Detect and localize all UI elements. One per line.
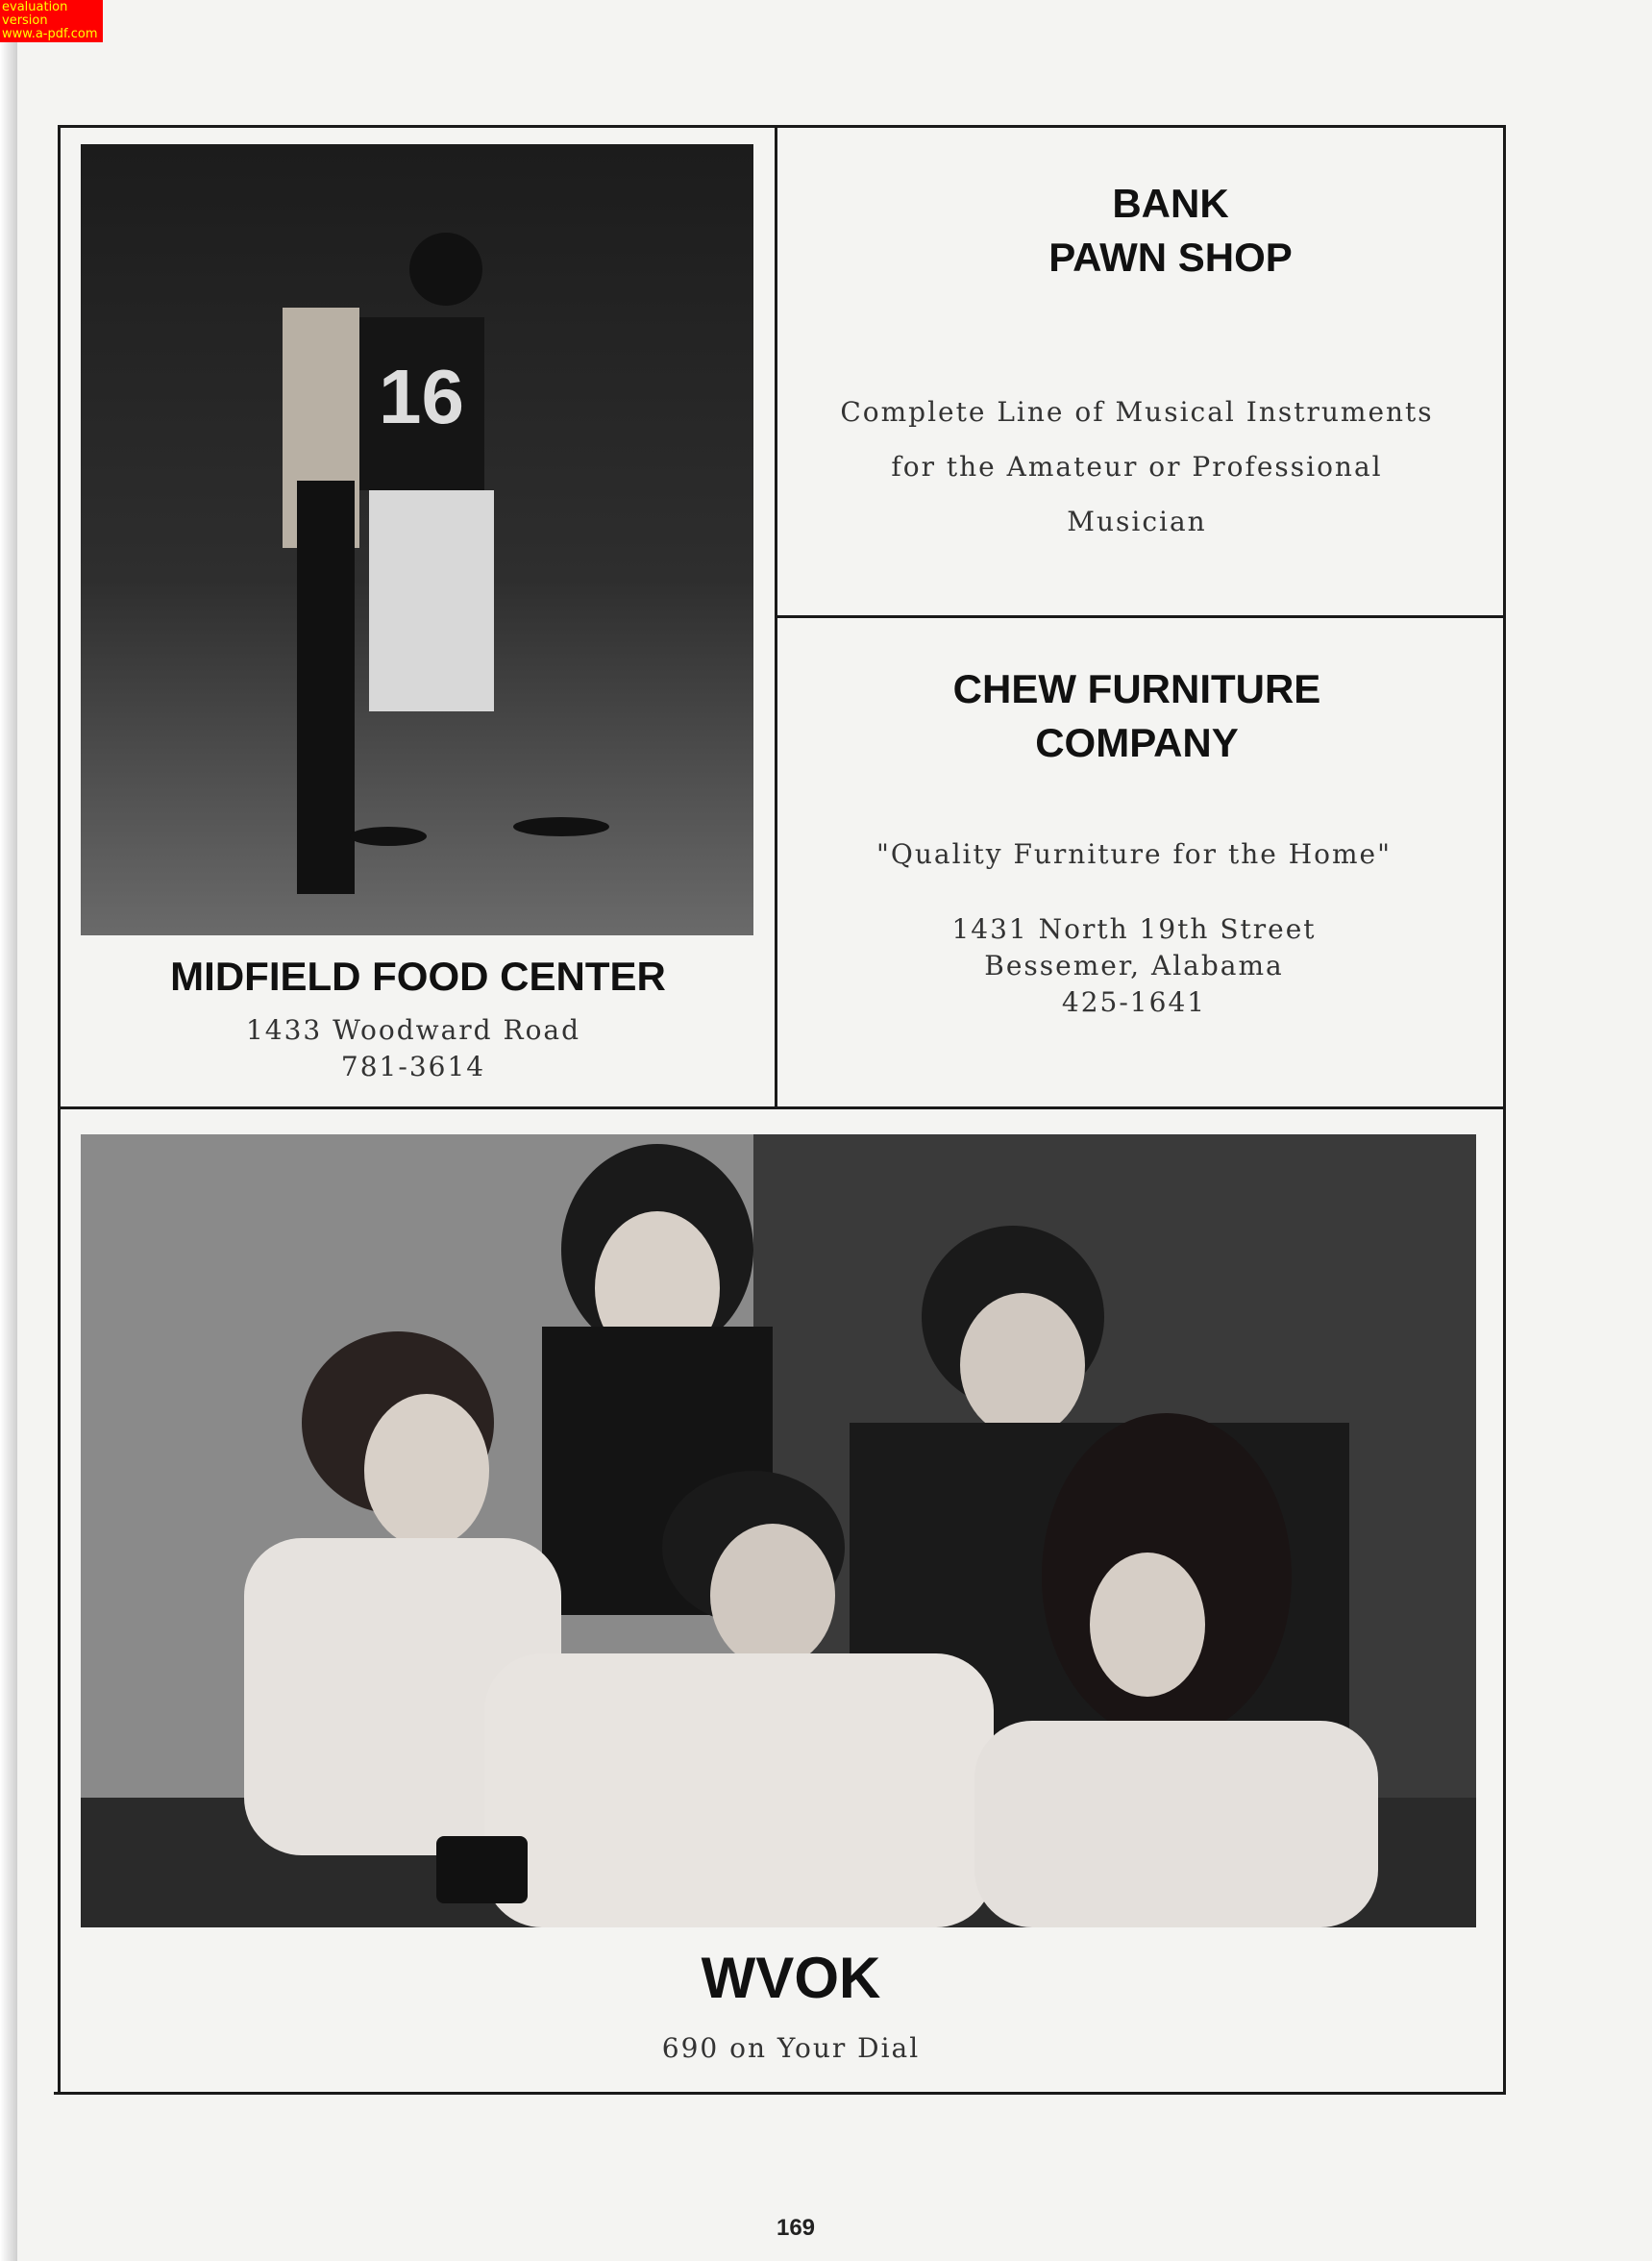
ad-line: Musician xyxy=(1067,506,1207,537)
wvok-name: WVOK xyxy=(701,1946,881,2010)
ad-line: 425-1641 xyxy=(1061,986,1207,1018)
border-top xyxy=(58,125,1506,128)
ad-title: PAWN SHOP xyxy=(1048,235,1293,280)
midfield-name: MIDFIELD FOOD CENTER xyxy=(170,954,666,999)
ad-title: COMPANY xyxy=(1035,720,1239,765)
bank-name xyxy=(1048,177,1293,285)
border-left xyxy=(58,125,61,2094)
students-photo xyxy=(81,1134,1476,1927)
wvok-slogan: 690 on Your Dial xyxy=(661,2032,921,2064)
ad-line: for the Amateur or Professional xyxy=(891,451,1383,483)
football-photo xyxy=(81,144,753,935)
divider-right xyxy=(775,615,1506,618)
transistor-radio xyxy=(436,1836,528,1903)
border-bottom xyxy=(54,2092,1506,2095)
watermark-line: www.a-pdf.com xyxy=(2,27,98,41)
divider-horizontal xyxy=(58,1106,1506,1109)
ad-title: CHEW FURNITURE xyxy=(952,666,1321,711)
svg-text:16: 16 xyxy=(379,354,464,439)
ad-line: 1433 Woodward Road xyxy=(245,1014,581,1046)
border-right xyxy=(1503,125,1506,2094)
chew-address xyxy=(951,911,1316,1021)
player-pants xyxy=(369,490,494,711)
ad-line: 781-3614 xyxy=(340,1051,486,1082)
player-helmet xyxy=(409,233,482,306)
chew-slogan: "Quality Furniture for the Home" xyxy=(876,838,1392,870)
chew-name xyxy=(953,662,1321,770)
watermark xyxy=(0,0,103,42)
page-edge-shadow xyxy=(0,0,17,2261)
ad-line: 1431 North 19th Street xyxy=(951,913,1317,945)
ad-title: BANK xyxy=(1112,181,1229,226)
page-number: 169 xyxy=(776,2215,816,2241)
ad-line: Bessemer, Alabama xyxy=(984,950,1284,981)
watermark-line: evaluation version xyxy=(2,0,68,28)
ad-line: Complete Line of Musical Instruments xyxy=(840,396,1434,428)
midfield-address xyxy=(246,1012,580,1085)
bank-description xyxy=(840,385,1433,549)
